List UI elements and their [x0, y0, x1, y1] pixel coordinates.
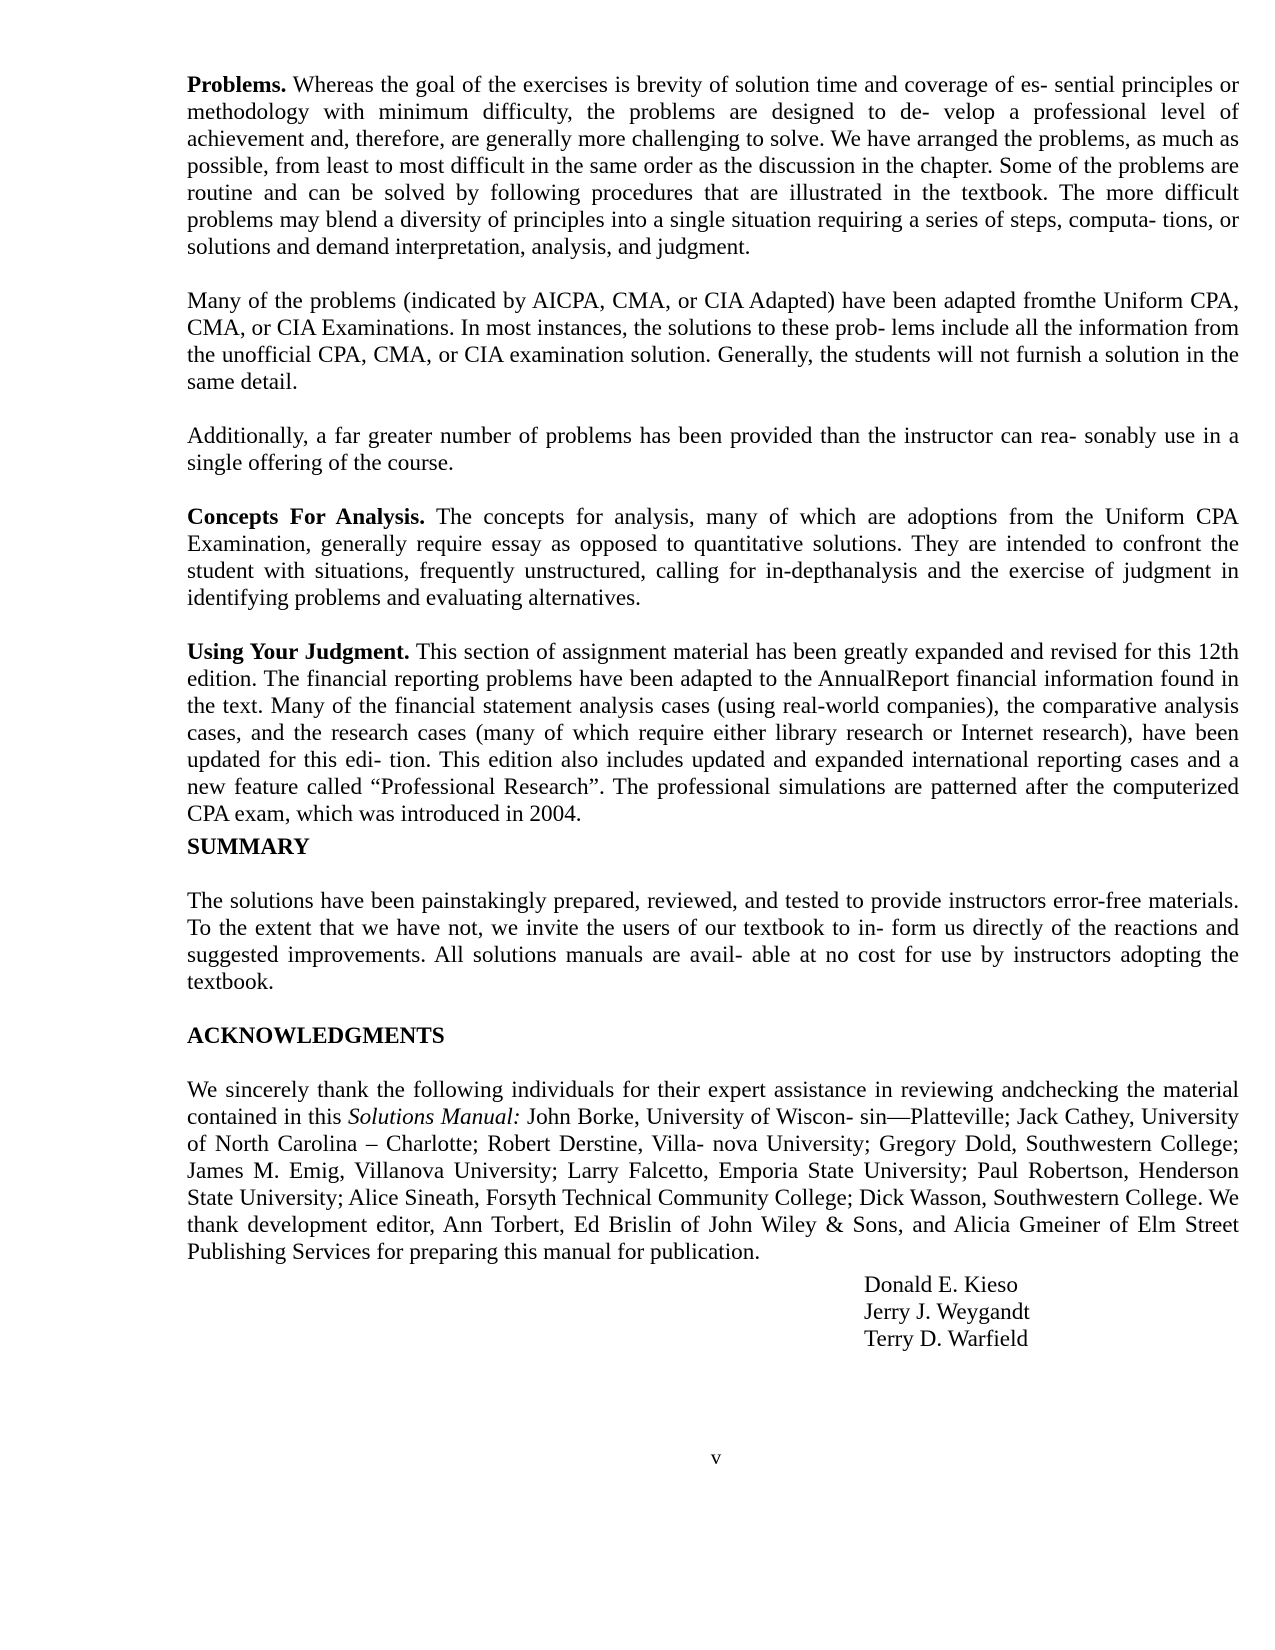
acknowledgments-text-before: We sincerely thank the following individuals for their expert assistance in reviewing andchecking the material contained in this [187, 1077, 1239, 1130]
judgment-text: This section of assignment material has been greatly expanded and revised for this 12th edition. The financial reporting problems have been adapted to the AnnualReport financial information found in the text. Many of the financial statement analysis cases (using real-world companies), the comparative analysis cases, and the research cases (many of which require either library research or Internet research), have been updated for this edi- tion. This edition also includes updated and expanded international reporting cases and a new feature called “Professional Research”. The professional simulations are patterned after the computerized CPA exam, which was introduced in 2004. [187, 639, 1239, 827]
judgment-lead: Using Your Judgment. [187, 639, 410, 665]
concepts-text: The concepts for analysis, many of which are adoptions from the Uniform CPA Examination, generally require essay as opposed to quantitative solutions. They are intended to confront the student with situations, frequently unstructured, calling for in-depthanalysis and the exercise of judgment in identifying problems and evaluating alternatives. [187, 504, 1239, 611]
author-name: Jerry J. Weygandt [864, 1299, 1030, 1325]
problems-text: Whereas the goal of the exercises is brevity of solution time and coverage of es- sential principles or methodology with minimum difficulty, the problems are designed to de- velop a professional level of achievement and, therefore, are generally more challenging to solve. We have arranged the problems, as much as possible, from least to most difficult in the same order as the discussion in the chapter. Some of the problems are routine and can be solved by following procedures that are illustrated in the textbook. The more difficult problems may blend a diversity of principles into a single situation requiring a series of steps, computa- tions, or solutions and demand interpretation, analysis, and judgment. [187, 72, 1239, 260]
summary-paragraph: The solutions have been painstakingly prepared, reviewed, and tested to provide instructors error-free materials. To the extent that we have not, we invite the users of our textbook to in- form us directly of the reactions and suggested improvements. All solutions manuals are avail- able at no cost for use by instructors adopting the textbook. [187, 888, 1239, 995]
problems-adapted-paragraph: Many of the problems (indicated by AICPA, CMA, or CIA Adapted) have been adapted fromthe Uniform CPA, CMA, or CIA Examinations. In most instances, the solutions to these prob- lems include all the information from the unofficial CPA, CMA, or CIA examination solution. Generally, the students will not furnish a solution in the same detail. [187, 288, 1239, 395]
problems-lead: Problems. [187, 72, 287, 98]
concepts-lead: Concepts For Analysis. [187, 504, 426, 530]
summary-heading: SUMMARY [187, 834, 310, 860]
problems-additional-paragraph: Additionally, a far greater number of problems has been provided than the instructor can rea- sonably use in a single offering of the course. [187, 423, 1239, 476]
acknowledgments-text-after: John Borke, University of Wiscon- sin—Platteville; Jack Cathey, University of North Carolina – Charlotte; Robert Derstine, Villa- nova University; Gregory Dold, Southwestern College; James M. Emig, Villanova University; Larry Falcetto, Emporia State University; Paul Robertson, Henderson State University; Alice Sineath, Forsyth Technical Community College; Dick Wasson, Southwestern College. We thank development editor, Ann Torbert, Ed Brislin of John Wiley & Sons, and Alicia Gmeiner of Elm Street Publishing Services for preparing this manual for publication. [187, 1104, 1239, 1265]
solutions-manual-title: Solutions Manual: [347, 1104, 521, 1130]
acknowledgments-heading: ACKNOWLEDGMENTS [187, 1023, 445, 1049]
author-name: Donald E. Kieso [864, 1272, 1018, 1298]
author-name: Terry D. Warfield [864, 1326, 1029, 1352]
page-number: v [710, 1445, 722, 1469]
